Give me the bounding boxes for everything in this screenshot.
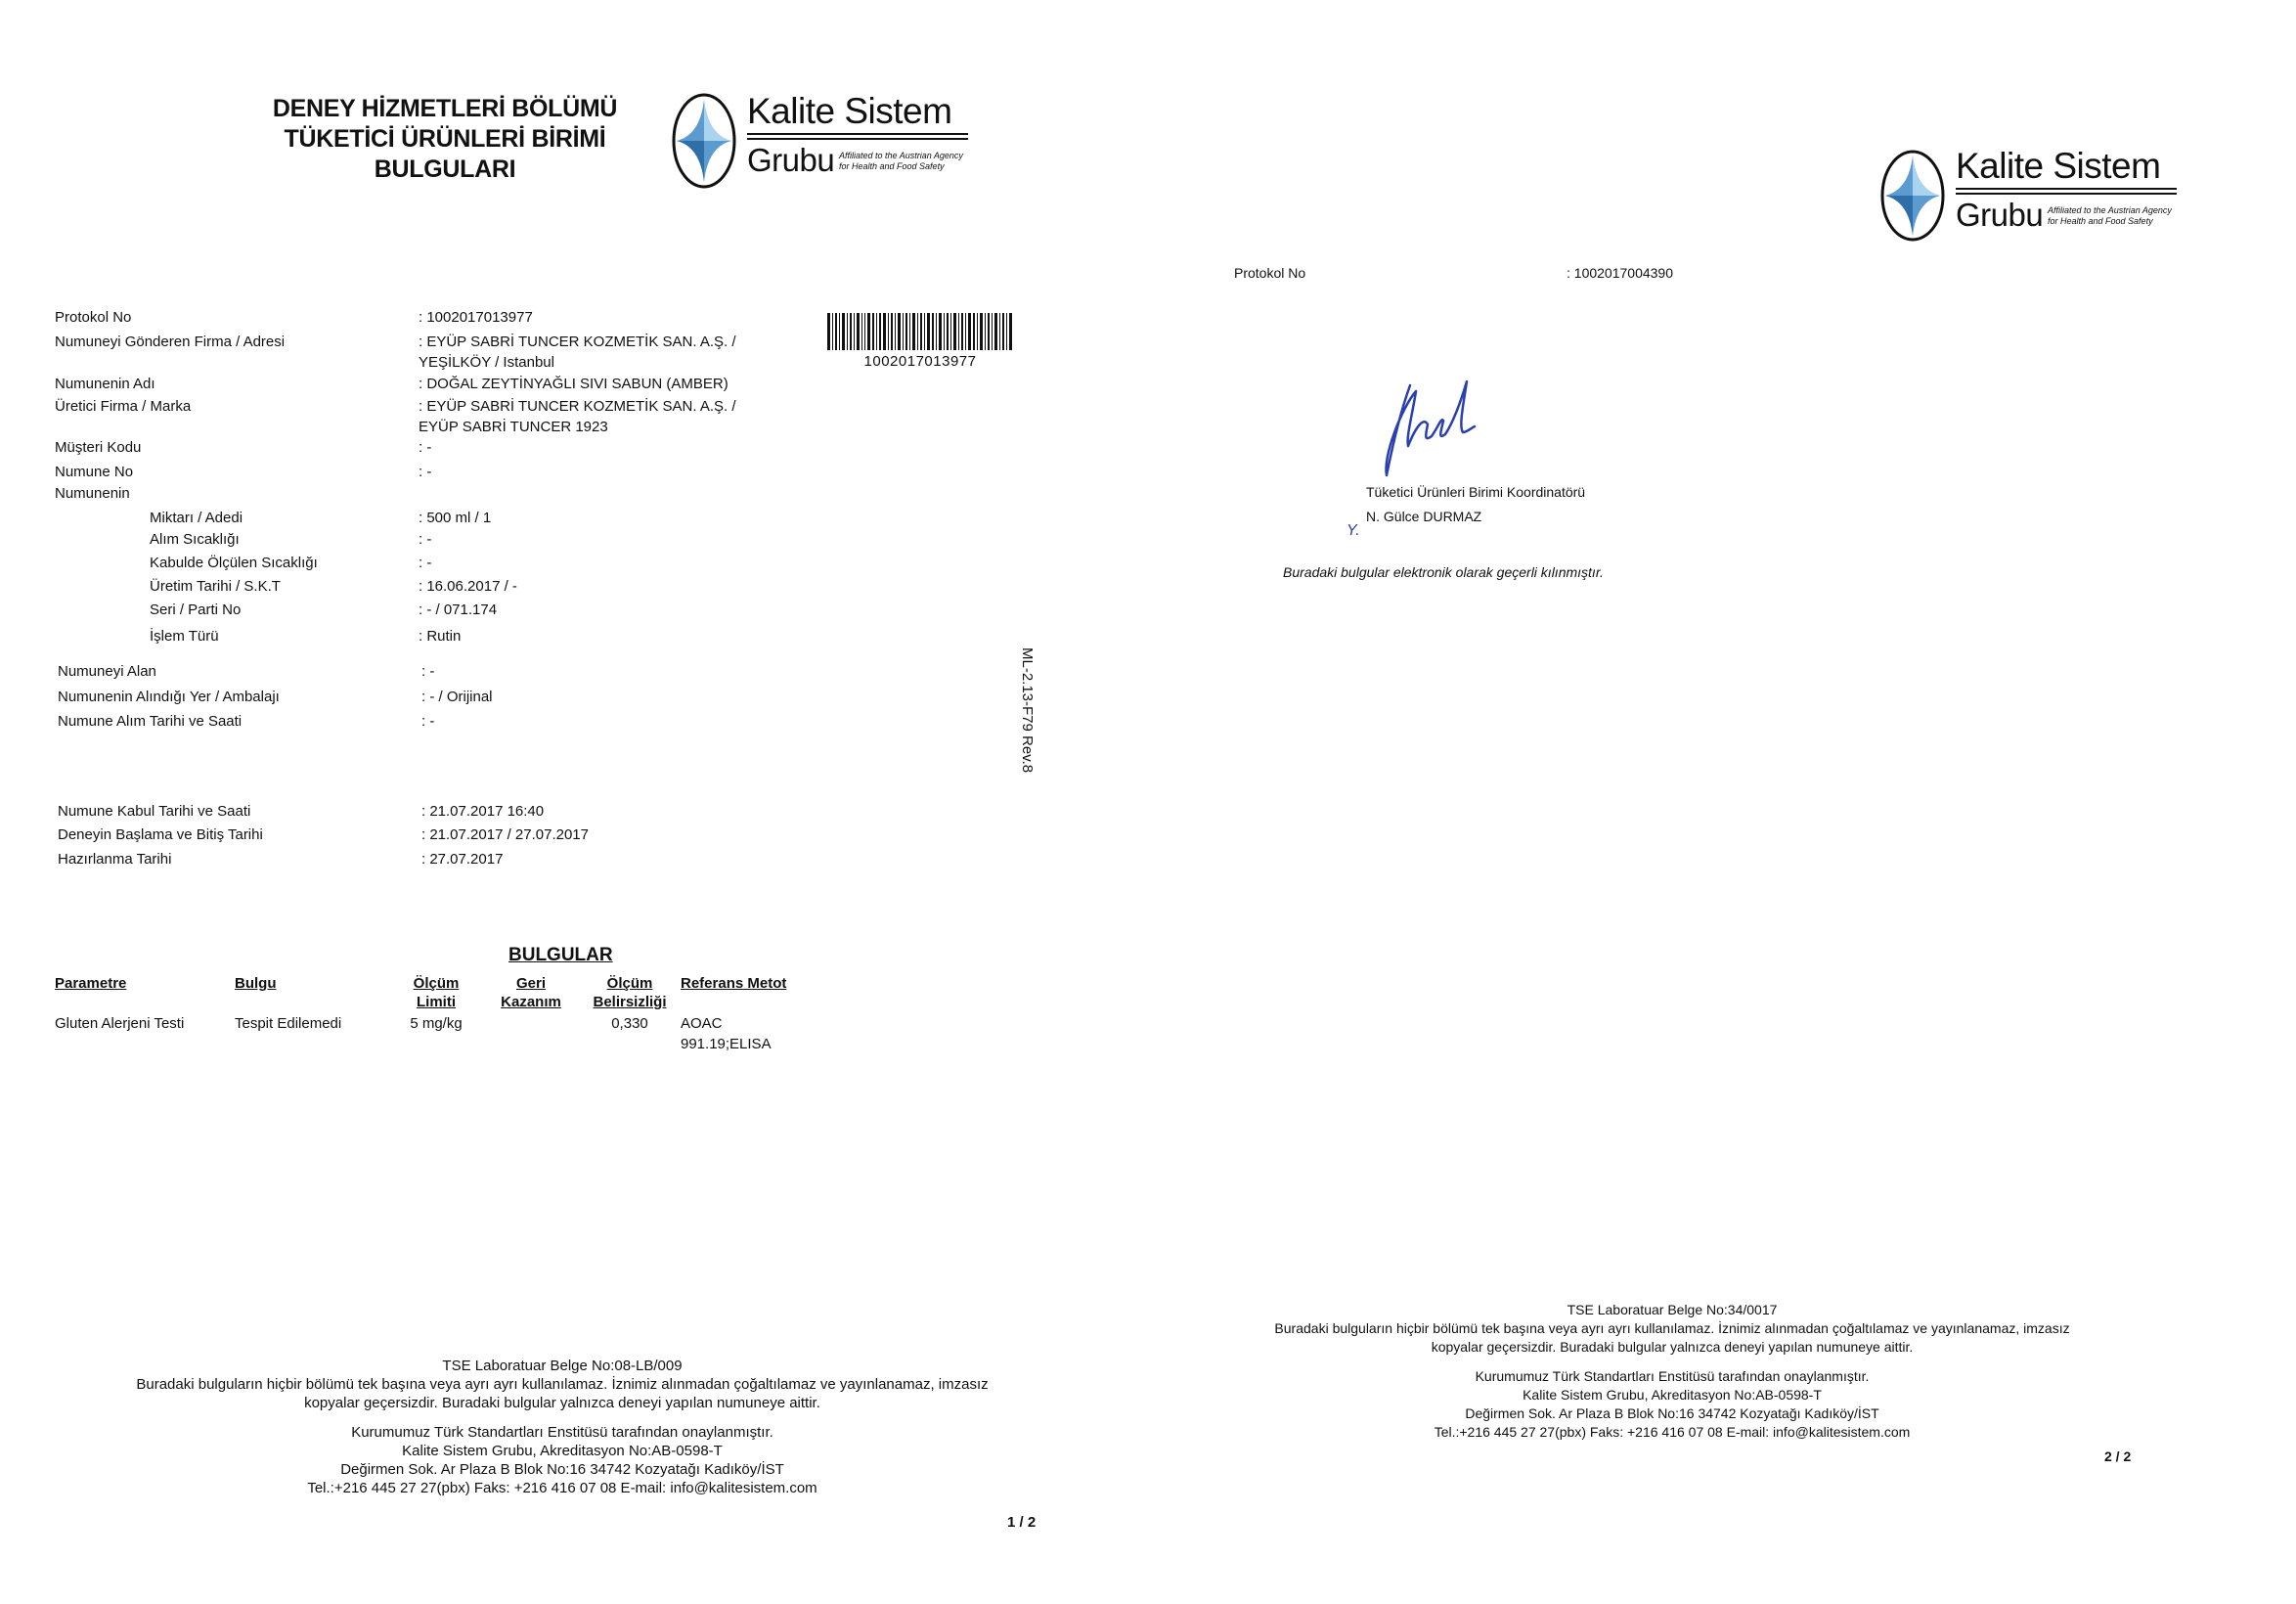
footer-line-4: Kurumumuz Türk Standartları Enstitüsü tarafından onaylanmıştır. — [351, 1424, 773, 1441]
header-line-2: TÜKETİCİ ÜRÜNLERİ BİRİMİ — [284, 125, 606, 153]
sub-value-miktar: : 500 ml / 1 — [419, 510, 492, 526]
sub-value-seri-parti: : - / 071.174 — [419, 602, 498, 618]
footer-line-2: Buradaki bulguların hiçbir bölümü tek başına veya ayrı ayrı kullanılamaz. İznimiz alınmadan çoğaltılamaz ve yayınlanamaz, imzasız — [136, 1376, 989, 1393]
logo-sub: Grubu — [747, 142, 835, 178]
th-olcum-limiti-2: Limiti — [417, 994, 456, 1010]
page2-footer — [1232, 1301, 2112, 1442]
sample-value-alan: : - — [421, 663, 435, 680]
footer-line-3: kopyalar geçersizdir. Buradaki bulgular yalnızca deneyi yapılan numuneye aittir. — [304, 1395, 820, 1411]
th-olcum-limiti — [397, 974, 475, 1011]
logo-star-icon — [1879, 147, 1946, 245]
report-header-title — [264, 94, 626, 185]
th-belirsizlik-1: Ölçüm — [606, 975, 653, 992]
barcode-bars — [827, 313, 1013, 350]
info-label-numune-no: Numune No — [55, 464, 134, 480]
logo-rule-2 — [1956, 193, 2177, 195]
date-value-kabul: : 21.07.2017 16:40 — [421, 803, 545, 820]
sub-label-kabul-sicakligi: Kabulde Ölçülen Sıcaklığı — [150, 555, 318, 571]
sample-label-alim-tarihi: Numune Alım Tarihi ve Saati — [58, 713, 243, 730]
form-code-vertical: ML-2.13-F79 Rev.8 — [1019, 647, 1036, 774]
th-geri-kazanim-1: Geri — [515, 975, 546, 992]
sub-label-seri-parti: Seri / Parti No — [150, 602, 242, 618]
footer-line-4: Kurumumuz Türk Standartları Enstitüsü tarafından onaylanmıştır. — [1475, 1368, 1870, 1384]
logo-affiliation — [839, 151, 966, 172]
signer-title: Tüketici Ürünleri Birimi Koordinatörü — [1366, 484, 1586, 500]
date-label-hazirlanma: Hazırlanma Tarihi — [58, 851, 172, 868]
th-belirsizlik — [587, 974, 673, 1011]
cell-parametre: Gluten Alerjeni Testi — [55, 1015, 185, 1032]
cell-limit: 5 mg/kg — [410, 1015, 463, 1032]
kalite-sistem-logo — [671, 90, 974, 198]
sub-label-alim-sicakligi: Alım Sıcaklığı — [150, 531, 240, 548]
footer-line-5: Kalite Sistem Grubu, Akreditasyon No:AB-0598-T — [402, 1443, 723, 1459]
sample-value-alim-tarihi: : - — [421, 713, 435, 730]
footer-line-1: TSE Laboratuar Belge No:34/0017 — [1567, 1302, 1778, 1317]
info-label-gonderen: Numuneyi Gönderen Firma / Adresi — [55, 334, 286, 350]
cell-bulgu: Tespit Edilemedi — [235, 1015, 342, 1032]
footer-line-6: Değirmen Sok. Ar Plaza B Blok No:16 34742 Kozyatağı Kadıköy/İST — [340, 1461, 784, 1478]
th-bulgu: Bulgu — [235, 975, 277, 992]
th-referans: Referans Metot — [681, 975, 787, 992]
date-value-deney: : 21.07.2017 / 27.07.2017 — [421, 826, 589, 843]
logo-rule-1 — [747, 133, 968, 135]
logo-affiliation-2 — [2048, 205, 2175, 227]
info-value-gonderen: : EYÜP SABRİ TUNCER KOZMETİK SAN. A.Ş. / — [419, 334, 736, 350]
info-value-protokol: : 1002017013977 — [419, 309, 533, 326]
logo-affiliation-line-2: for Health and Food Safety — [2048, 216, 2153, 226]
logo-affiliation-line-1: Affiliated to the Austrian Agency — [839, 151, 963, 160]
page-number-2: 2 / 2 — [2104, 1448, 2132, 1464]
info-label-musteri-kodu: Müşteri Kodu — [55, 439, 142, 456]
th-belirsizlik-2: Belirsizliği — [593, 994, 667, 1010]
logo-name: Kalite Sistem — [747, 91, 952, 131]
footer-line-1: TSE Laboratuar Belge No:08-LB/009 — [442, 1358, 683, 1374]
logo-name-2: Kalite Sistem — [1956, 146, 2161, 186]
info-label-uretici: Üretici Firma / Marka — [55, 398, 192, 415]
footer-line-3: kopyalar geçersizdir. Buradaki bulgular yalnızca deneyi yapılan numuneye aittir. — [1431, 1339, 1914, 1355]
info-label-numunenin: Numunenin — [55, 485, 130, 502]
sub-value-islem-turu: : Rutin — [419, 628, 462, 645]
sub-label-uretim-tarihi: Üretim Tarihi / S.K.T — [150, 578, 281, 595]
logo-rule-1 — [1956, 188, 2177, 190]
info-label-numune-adi: Numunenin Adı — [55, 376, 155, 392]
logo-star-icon — [671, 92, 737, 190]
signature-graphic — [1373, 378, 1480, 485]
barcode — [827, 313, 1013, 370]
footer-line-7: Tel.:+216 445 27 27(pbx) Faks: +216 416 07 08 E-mail: info@kalitesistem.com — [1434, 1424, 1911, 1440]
info-value-uretici-2: EYÜP SABRİ TUNCER 1923 — [419, 419, 608, 435]
logo-affiliation-line-2: for Health and Food Safety — [839, 161, 945, 171]
page2-protocol-label: Protokol No — [1234, 265, 1306, 281]
info-label-protokol: Protokol No — [55, 309, 132, 326]
electronic-validity-note: Buradaki bulgular elektronik olarak geçerli kılınmıştır. — [1283, 564, 1604, 580]
page-number-1: 1 / 2 — [1007, 1514, 1037, 1531]
header-line-3: BULGULARI — [374, 156, 516, 183]
cell-referans-1: AOAC — [681, 1015, 723, 1032]
kalite-sistem-logo-2 — [1879, 145, 2183, 252]
sample-label-yer: Numunenin Alındığı Yer / Ambalajı — [58, 689, 280, 705]
signature-initial: Y. — [1347, 522, 1360, 539]
sub-value-alim-sicakligi: : - — [419, 531, 432, 548]
info-value-uretici: : EYÜP SABRİ TUNCER KOZMETİK SAN. A.Ş. / — [419, 398, 736, 415]
page2-protocol-value: : 1002017004390 — [1567, 265, 1673, 281]
th-geri-kazanim — [492, 974, 570, 1011]
cell-belirsizlik: 0,330 — [611, 1015, 648, 1032]
th-geri-kazanim-2: Kazanım — [501, 994, 561, 1010]
cell-referans-2: 991.19;ELISA — [681, 1036, 772, 1052]
info-value-musteri-kodu: : - — [419, 439, 432, 456]
date-label-kabul: Numune Kabul Tarihi ve Saati — [58, 803, 251, 820]
sub-label-islem-turu: İşlem Türü — [150, 628, 219, 645]
info-value-numune-no: : - — [419, 464, 432, 480]
date-label-deney: Deneyin Başlama ve Bitiş Tarihi — [58, 826, 263, 843]
th-parametre: Parametre — [55, 975, 127, 992]
sub-label-miktar: Miktarı / Adedi — [150, 510, 243, 526]
sub-value-kabul-sicakligi: : - — [419, 555, 432, 571]
info-value-gonderen-2: YEŞİLKÖY / Istanbul — [419, 354, 554, 371]
page1-footer — [39, 1357, 1085, 1497]
header-line-1: DENEY HİZMETLERİ BÖLÜMÜ — [272, 95, 618, 122]
footer-line-5: Kalite Sistem Grubu, Akreditasyon No:AB-0598-T — [1523, 1387, 1822, 1403]
footer-line-6: Değirmen Sok. Ar Plaza B Blok No:16 34742 Kozyatağı Kadıköy/İST — [1465, 1405, 1879, 1421]
logo-affiliation-line-1: Affiliated to the Austrian Agency — [2048, 205, 2172, 215]
footer-line-7: Tel.:+216 445 27 27(pbx) Faks: +216 416 07 08 E-mail: info@kalitesistem.com — [307, 1480, 817, 1496]
logo-sub-2: Grubu — [1956, 197, 2044, 233]
footer-line-2: Buradaki bulguların hiçbir bölümü tek başına veya ayrı ayrı kullanılamaz. İznimiz alınmadan çoğaltılamaz ve yayınlanamaz, imzasız — [1274, 1320, 2070, 1336]
sample-label-alan: Numuneyi Alan — [58, 663, 156, 680]
barcode-number: 1002017013977 — [863, 353, 977, 370]
date-value-hazirlanma: : 27.07.2017 — [421, 851, 504, 868]
signer-name: N. Gülce DURMAZ — [1366, 509, 1482, 524]
th-olcum-limiti-1: Ölçüm — [413, 975, 460, 992]
sample-value-yer: : - / Orijinal — [421, 689, 493, 705]
report-page-2 — [1154, 0, 2296, 1604]
results-title: BULGULAR — [508, 945, 613, 965]
logo-rule-2 — [747, 138, 968, 140]
info-value-numune-adi: : DOĞAL ZEYTİNYAĞLI SIVI SABUN (AMBER) — [419, 376, 729, 392]
sub-value-uretim-tarihi: : 16.06.2017 / - — [419, 578, 517, 595]
